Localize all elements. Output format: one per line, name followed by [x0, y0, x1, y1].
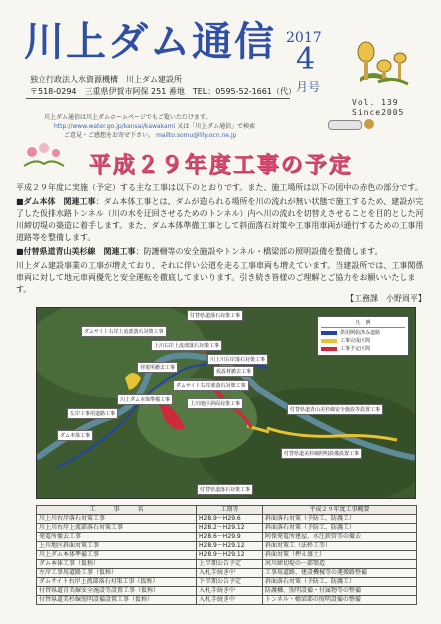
- table-header-row: [37, 506, 417, 515]
- work-period: H28.9～H29.12: [197, 542, 263, 551]
- work-summary: 防護柵、照明設備・付属物等の整備: [263, 587, 417, 596]
- legend-item: [321, 337, 405, 345]
- legend-label: 供用開始済み道路: [340, 330, 381, 336]
- header-divider: [26, 98, 290, 99]
- work-summary: 斜面落石対策（予防工、防護工）: [263, 524, 417, 533]
- work-name: 上川地区斜面対策工事: [37, 542, 197, 551]
- callout-label: 仮設材撤去工事: [213, 366, 254, 377]
- column-header: 工 事 名: [37, 506, 197, 515]
- article-headline: 平成２９年度工事の予定: [88, 153, 353, 178]
- work-summary: 河川締切堤の一部築造: [263, 560, 417, 569]
- table-row: [37, 533, 417, 542]
- work-summary: 工事用道路、建設機械等の運搬路整備: [263, 569, 417, 578]
- callout-label: 付替県道落石対策工事: [197, 484, 253, 495]
- table-row: [37, 587, 417, 596]
- legend-title: 凡 例: [321, 319, 405, 328]
- work-summary: トンネル・橋梁部の照明設備の整備: [263, 596, 417, 605]
- cursor-icon: [364, 119, 374, 129]
- work-summary: 斜面対策工（法枠工等）: [263, 542, 417, 551]
- prefectural-road-title: ■付替県道青山美杉線 関連工事: [16, 247, 136, 256]
- prefectural-road-paragraph: [16, 246, 428, 258]
- web-url-line: [44, 122, 255, 131]
- dam-body-text: ：ダム本体工事とは、ダムが造られる場所を川の流れが無い状態で施工するため、建設が完了した仮排水路トンネル（川の水を迂回させるためのトンネル）内へ川の流れを切替えさせることを目的とした河川締切堤の築造に着手します。また、ダム本体準備工事として斜面落石対策や工事用車両が通行するための工事用道路等を整備します。: [16, 197, 424, 242]
- article-intro: 平成２９年度に実施（予定）する主な工事は以下のとおりです。また、施工場所は以下の図中の赤色の部分です。: [16, 183, 423, 192]
- legend-item: [321, 329, 405, 337]
- map-legend: [317, 316, 409, 356]
- callout-label: 左岸工事用道路工事: [67, 408, 118, 419]
- work-name: ダムサイト右岸上流部落石対策工事（仮称）: [37, 578, 197, 587]
- homepage-link[interactable]: http://www.water.go.jp/kansai/kawakami: [54, 123, 176, 130]
- callout-label: 川上川右岸落石対策工事: [207, 354, 268, 365]
- callout-label: 付替県道青山美杉線安全施設等設置工事: [287, 404, 383, 415]
- construction-schedule-table: [36, 505, 417, 605]
- dam-body-title: ■ダム本体 関連工事: [16, 197, 96, 206]
- volume-number: Vol. 139: [352, 98, 399, 107]
- work-period: 下半期公告予定: [197, 578, 263, 587]
- table-row: [37, 515, 417, 524]
- mail-line: [44, 131, 255, 140]
- organization-name: 独立行政法人水資源機構 川上ダム建設所: [30, 75, 182, 84]
- issue-month: 4: [296, 42, 316, 77]
- work-name: 川上ダム本体準備工事: [37, 551, 197, 560]
- work-period: 入札手続き中: [197, 587, 263, 596]
- work-name: 付替県道美杉線照明設備設置工事（仮称）: [37, 596, 197, 605]
- work-period: H28.6～H29.9: [197, 533, 263, 542]
- mail-link[interactable]: mailto:somu@lily.ocn.ne.jp: [155, 132, 237, 139]
- callout-label: 付替県道美杉線照明設備設置工事: [281, 448, 362, 459]
- legend-swatch: [321, 331, 337, 335]
- article-body: [16, 182, 428, 298]
- work-period: H28.9～H29.12: [197, 551, 263, 560]
- table-row: [37, 524, 417, 533]
- work-summary: 阿保発電所建屋、水圧鉄管等の撤去: [263, 533, 417, 542]
- since-year: Since2005: [352, 108, 405, 117]
- issue-month-label: 月号: [296, 80, 321, 94]
- work-summary: 斜面対策（押え盛土）: [263, 551, 417, 560]
- organization-address: 〒518-0294 三重県伊賀市阿保 251 番地 TEL：0595-52-1661（代）: [30, 87, 296, 96]
- callout-label: 付替県道落石対策工事: [187, 310, 243, 321]
- work-summary: 斜面落石対策（予防工、防護工）: [263, 515, 417, 524]
- closing-paragraph: 川上ダム建設事業の工事が増えており、それに伴い公道を走る工事車両も増えています。当建設所では、工事関係車両に対して地元車両優先と安全運転を徹底してまいります。引き続き皆様のご理解とご協力をお願いいたします。: [16, 261, 424, 294]
- table-row: [37, 551, 417, 560]
- callout-label: 上川右岸上流部落石対策工事: [151, 340, 222, 351]
- table-row: [37, 569, 417, 578]
- table-row: [37, 596, 417, 605]
- legend-swatch: [321, 339, 337, 343]
- dam-body-paragraph: [16, 196, 428, 244]
- work-period: H28.2～H29.12: [197, 524, 263, 533]
- table-row: [37, 578, 417, 587]
- callout-label: 川上ダム本体準備工事: [117, 394, 173, 405]
- callout-label: 発電所撤去工事: [137, 362, 178, 373]
- legend-item: [321, 345, 405, 353]
- legend-swatch: [321, 347, 337, 351]
- column-header: 平成２９年度工事概要: [263, 506, 417, 515]
- construction-site-map: [36, 307, 416, 499]
- web-url-suffix: 又は「川上ダム通信」で検索: [177, 123, 256, 130]
- callout-label: ダム本体工事: [57, 430, 93, 441]
- table-row: [37, 542, 417, 551]
- table-row: [37, 560, 417, 569]
- author-credit: 【工務課 小野周平】: [346, 294, 426, 303]
- callout-label: 上川地区斜面対策工事: [187, 398, 243, 409]
- work-name: 発電所撤去工事: [37, 533, 197, 542]
- column-header: 工期等: [197, 506, 263, 515]
- legend-label: 工事完成区間: [340, 338, 371, 344]
- mail-prefix: ご意見・ご感想をお寄せ下さい。: [64, 132, 155, 139]
- web-info: [44, 113, 255, 140]
- issue-year: 2017: [286, 30, 322, 46]
- legend-label: 工事予定区間: [340, 346, 371, 352]
- work-name: 川上川右岸落石対策工事: [37, 515, 197, 524]
- callout-label: ダムサイト右岸部落石対策工事: [173, 380, 249, 391]
- web-info-line: 川上ダム通信は川上ダムホームページでもご覧いただけます。: [44, 114, 212, 121]
- search-box-graphic: [328, 120, 362, 130]
- work-period: H28.9～H29.6: [197, 515, 263, 524]
- work-name: 川上川右岸上流部落石対策工事: [37, 524, 197, 533]
- work-period: 入札手続き中: [197, 569, 263, 578]
- work-period: 入札手続き中: [197, 596, 263, 605]
- work-name: ダム本体工事（仮称）: [37, 560, 197, 569]
- callout-label: ダムサイト右岸上流部落石対策工事: [81, 326, 167, 337]
- prefectural-road-text: ：防護柵等の安全施設やトンネル・橋梁部の照明設備を整備します。: [135, 247, 383, 256]
- newsletter-title: 川上ダム通信: [24, 19, 276, 65]
- mushroom-logo-icon: [352, 38, 412, 94]
- work-period: 上半期公告予定: [197, 560, 263, 569]
- work-name: 付替県道青美線安全施設等設置工事（仮称）: [37, 587, 197, 596]
- work-summary: 斜面落石対策（予防工、防護工）: [263, 578, 417, 587]
- work-name: 左岸工事用道路工事（仮称）: [37, 569, 197, 578]
